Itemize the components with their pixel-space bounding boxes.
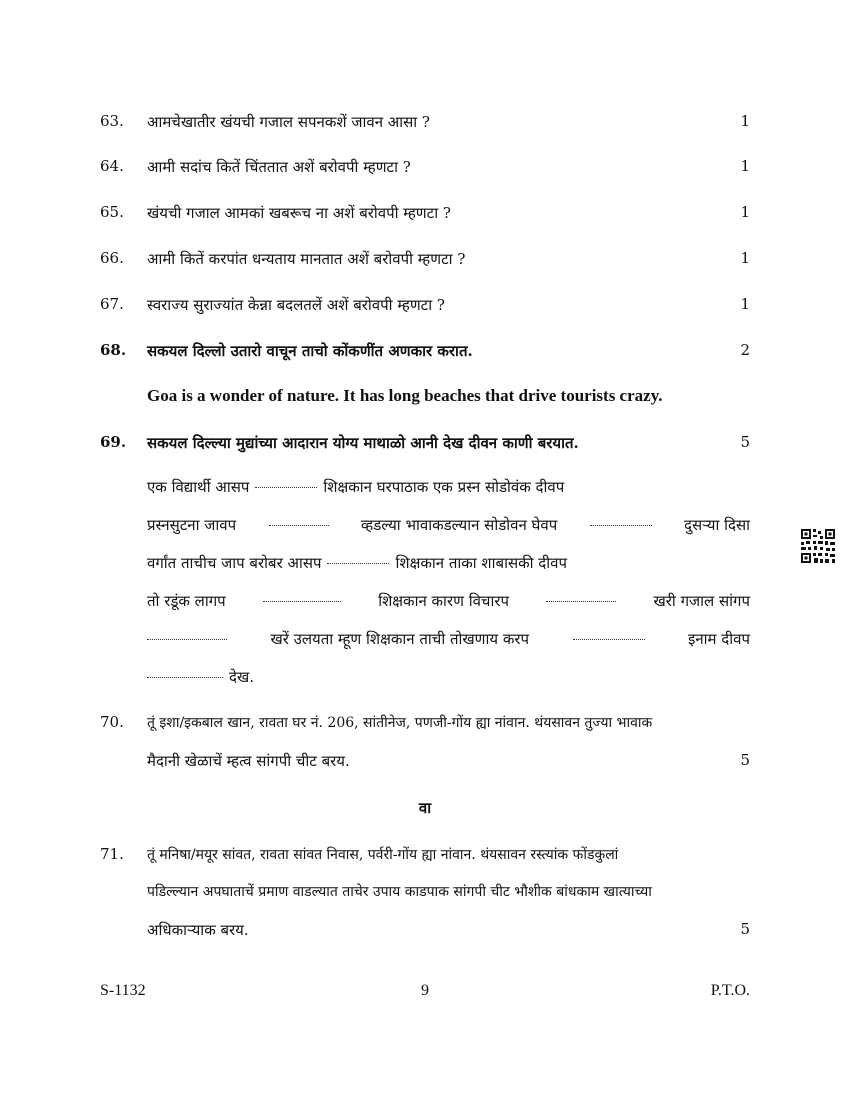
or-label: वा — [418, 799, 432, 817]
question-marks: 1 — [740, 203, 750, 221]
question-marks: 1 — [740, 295, 750, 313]
question-marks: 1 — [740, 249, 750, 267]
story-point: तो रडूंक लागप — [147, 592, 226, 610]
question-number: 68. — [100, 341, 127, 359]
story-points-line-2 — [147, 515, 750, 535]
dotted-gap — [327, 563, 389, 564]
question-text: स्वराज्य सुराज्यांत केन्ना बदलतलें अशें बरोवपी म्हणटा ? — [147, 296, 445, 314]
question-text: मैदानी खेळाचें म्हत्व सांगपी चीट बरय. — [147, 752, 350, 770]
question-number: 71. — [100, 845, 124, 863]
question-number: 66. — [100, 249, 124, 267]
story-point: शिक्षकान ताका शाबासकी दीवप — [395, 554, 567, 572]
dotted-gap — [590, 525, 652, 526]
story-point: एक विद्यार्थी आसप — [147, 478, 250, 496]
story-point: इनाम दीवप — [687, 630, 750, 648]
story-point: व्हडल्या भावाकडल्यान सोडोवन घेवप — [360, 516, 558, 534]
question-marks: 5 — [740, 751, 750, 769]
story-points-line-5 — [147, 629, 750, 649]
question-text: आमी कितें करपांत धन्यताय मानतात अशें बरोवपी म्हणटा ? — [147, 250, 466, 268]
story-point: वर्गांत ताचीच जाप बरोबर आसप — [147, 554, 322, 572]
question-marks: 5 — [740, 433, 750, 451]
pto-label: P.T.O. — [710, 982, 750, 999]
question-text: अधिकाऱ्याक बरय. — [147, 921, 249, 939]
question-number: 67. — [100, 295, 124, 313]
story-point: शिक्षकान कारण विचारप — [378, 592, 509, 610]
story-point: प्रस्नसुटना जावप — [147, 516, 237, 534]
question-marks: 1 — [740, 157, 750, 175]
question-71-line-2: पडिल्ल्यान अपघाताचें प्रमाण वाडल्यात ताचेर उपाय काडपाक सांगपी चीट भौशीक बांधकाम खात्याच्या — [147, 884, 652, 900]
question-70-line-2 — [147, 751, 750, 771]
story-points-line-4 — [147, 591, 750, 611]
story-points-line-6 — [147, 667, 750, 687]
story-points-line-3 — [147, 553, 750, 573]
question-marks: 5 — [740, 920, 750, 938]
dotted-gap — [573, 639, 645, 640]
qr-code-icon — [800, 528, 836, 564]
dotted-gap — [263, 601, 341, 602]
question-marks: 2 — [740, 341, 750, 359]
question-number: 70. — [100, 713, 124, 731]
page-number: 9 — [421, 982, 429, 999]
question-number: 65. — [100, 203, 124, 221]
question-text: खंयची गजाल आमकां खबरूच ना अशें बरोवपी म्हणटा ? — [147, 204, 451, 222]
story-point: खरें उलयता म्हूण शिक्षकान ताची तोखणाय करप — [270, 630, 530, 648]
story-point: देख. — [229, 668, 255, 686]
dotted-gap — [147, 639, 227, 640]
question-71-line-3 — [147, 920, 750, 940]
story-points-line-1 — [147, 477, 750, 497]
dotted-gap — [269, 525, 329, 526]
question-text: सकयल दिल्लो उतारो वाचून ताचो कोंकणींत अणकार करात. — [147, 342, 473, 360]
story-point: खरी गजाल सांगप — [653, 592, 750, 610]
question-text: सकयल दिल्ल्या मुद्यांच्या आदारान योग्य माथाळो आनी देख दीवन काणी बरयात. — [147, 434, 579, 452]
dotted-gap — [147, 677, 223, 678]
story-point: दुसऱ्या दिसा — [684, 516, 750, 534]
question-text: आमचेखातीर खंयची गजाल सपनकशें जावन आसा ? — [147, 113, 430, 131]
question-text: आमी सदांच कितें चिंततात अशें बरोवपी म्हणटा ? — [147, 158, 411, 176]
question-marks: 1 — [740, 112, 750, 130]
dotted-gap — [546, 601, 616, 602]
question-number: 69. — [100, 433, 127, 451]
question-number: 63. — [100, 112, 124, 130]
story-point: शिक्षकान घरपाठाक एक प्रस्न सोडोवंक दीवप — [323, 478, 565, 496]
question-number: 64. — [100, 157, 124, 175]
question-71-line-1: तूं मनिषा/मयूर सांवत, रावता सांवत निवास, पर्वरी-गोंय ह्या नांवान. थंयसावन रस्त्यांक फोंडकुलां — [147, 847, 619, 863]
translation-passage: Goa is a wonder of nature. It has long beaches that drive tourists crazy. — [147, 386, 663, 405]
dotted-gap — [255, 487, 317, 488]
paper-code: S-1132 — [100, 982, 146, 999]
question-70-line-1: तूं इशा/इकबाल खान, रावता घर नं. 206, सांतीनेज, पणजी-गोंय ह्या नांवान. थंयसावन तुज्या भावाक — [147, 715, 653, 731]
